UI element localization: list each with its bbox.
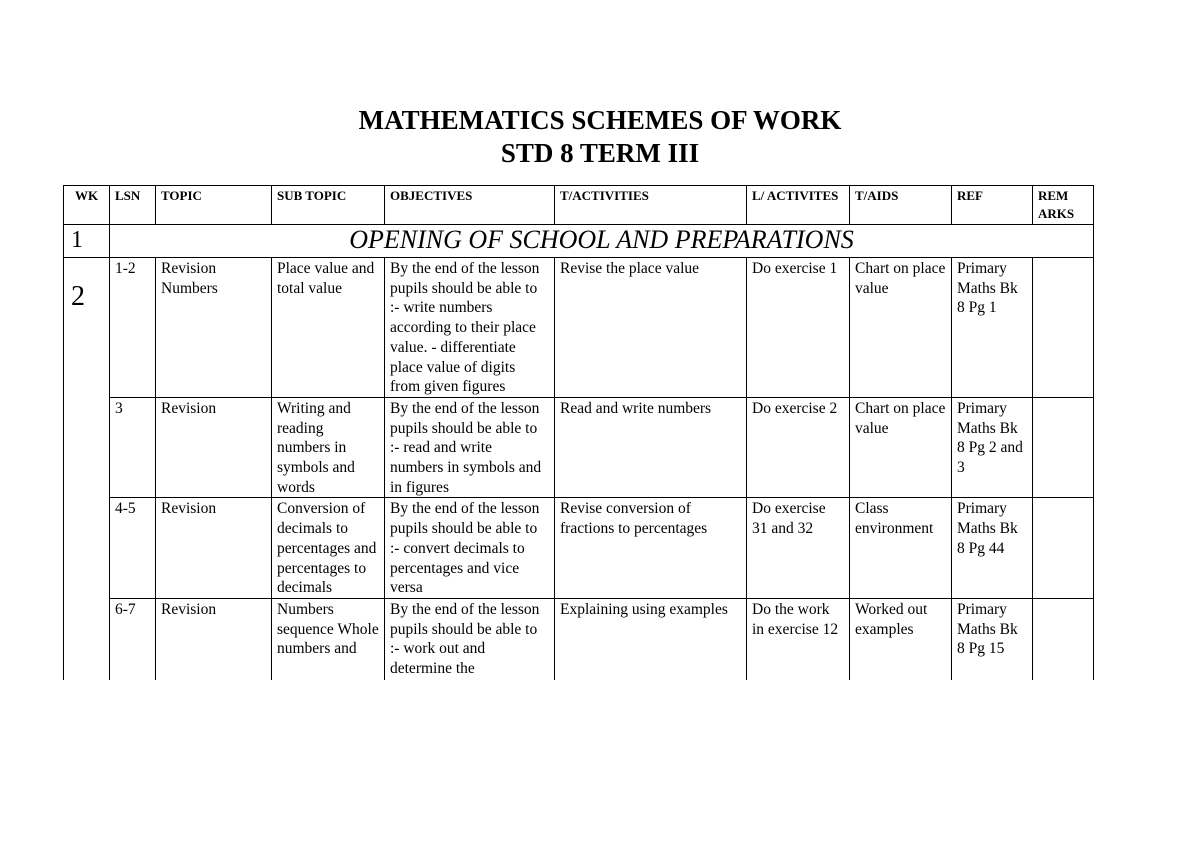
cell-t-activities: Revise the place value [555,258,747,398]
cell-ref: Primary Maths Bk 8 Pg 44 [952,498,1033,599]
header-t-aids: T/AIDS [850,186,952,225]
cell-topic: Revision [156,397,272,498]
cell-lsn: 4-5 [110,498,156,599]
cell-remarks [1033,498,1094,599]
cell-objectives: By the end of the lesson pupils should be able to :- write numbers according to their place value. - differentiate place value of digits from given figures [385,258,555,398]
cell-topic: Revision [156,598,272,680]
cell-lsn: 3 [110,397,156,498]
cell-l-activities: Do exercise 1 [747,258,850,398]
week1-banner: OPENING OF SCHOOL AND PREPARATIONS [110,225,1094,258]
document-subtitle: STD 8 TERM III [500,138,700,168]
header-ref: REF [952,186,1033,225]
table-row [64,598,1094,680]
cell-ref: Primary Maths Bk 8 Pg 1 [952,258,1033,398]
cell-remarks [1033,397,1094,498]
cell-t-aids: Worked out examples [850,598,952,680]
cell-subtopic: Conversion of decimals to percentages and percentages to decimals [272,498,385,599]
cell-t-activities: Explaining using examples [555,598,747,680]
header-topic: TOPIC [156,186,272,225]
week1-number: 1 [64,225,110,258]
cell-t-aids: Class environment [850,498,952,599]
week2-number: 2 [64,258,110,680]
header-l-activities: L/ ACTIVITES [747,186,850,225]
document-title: MATHEMATICS SCHEMES OF WORK [358,105,842,135]
table-row [64,397,1094,498]
cell-t-activities: Read and write numbers [555,397,747,498]
cell-lsn: 1-2 [110,258,156,398]
cell-t-aids: Chart on place value [850,397,952,498]
header-wk: WK [64,186,110,225]
cell-remarks [1033,598,1094,680]
cell-objectives: By the end of the lesson pupils should be able to :- convert decimals to percentages and vice versa [385,498,555,599]
header-remarks: REM ARKS [1033,186,1094,225]
cell-topic: Revision Numbers [156,258,272,398]
cell-ref: Primary Maths Bk 8 Pg 2 and 3 [952,397,1033,498]
cell-subtopic: Numbers sequence Whole numbers and [272,598,385,680]
header-objectives: OBJECTIVES [385,186,555,225]
cell-l-activities: Do the work in exercise 12 [747,598,850,680]
table-row [64,258,1094,398]
header-row [64,186,1094,225]
table-row [64,498,1094,599]
cell-l-activities: Do exercise 31 and 32 [747,498,850,599]
cell-remarks [1033,258,1094,398]
cell-ref: Primary Maths Bk 8 Pg 15 [952,598,1033,680]
cell-l-activities: Do exercise 2 [747,397,850,498]
schemes-table [63,185,1094,680]
header-lsn: LSN [110,186,156,225]
header-t-activities: T/ACTIVITIES [555,186,747,225]
cell-objectives: By the end of the lesson pupils should be able to :- work out and determine the [385,598,555,680]
cell-objectives: By the end of the lesson pupils should be able to :- read and write numbers in symbols and in figures [385,397,555,498]
cell-subtopic: Place value and total value [272,258,385,398]
header-subtopic: SUB TOPIC [272,186,385,225]
cell-lsn: 6-7 [110,598,156,680]
week1-row [64,225,1094,258]
cell-topic: Revision [156,498,272,599]
cell-t-activities: Revise conversion of fractions to percentages [555,498,747,599]
cell-t-aids: Chart on place value [850,258,952,398]
cell-subtopic: Writing and reading numbers in symbols and words [272,397,385,498]
